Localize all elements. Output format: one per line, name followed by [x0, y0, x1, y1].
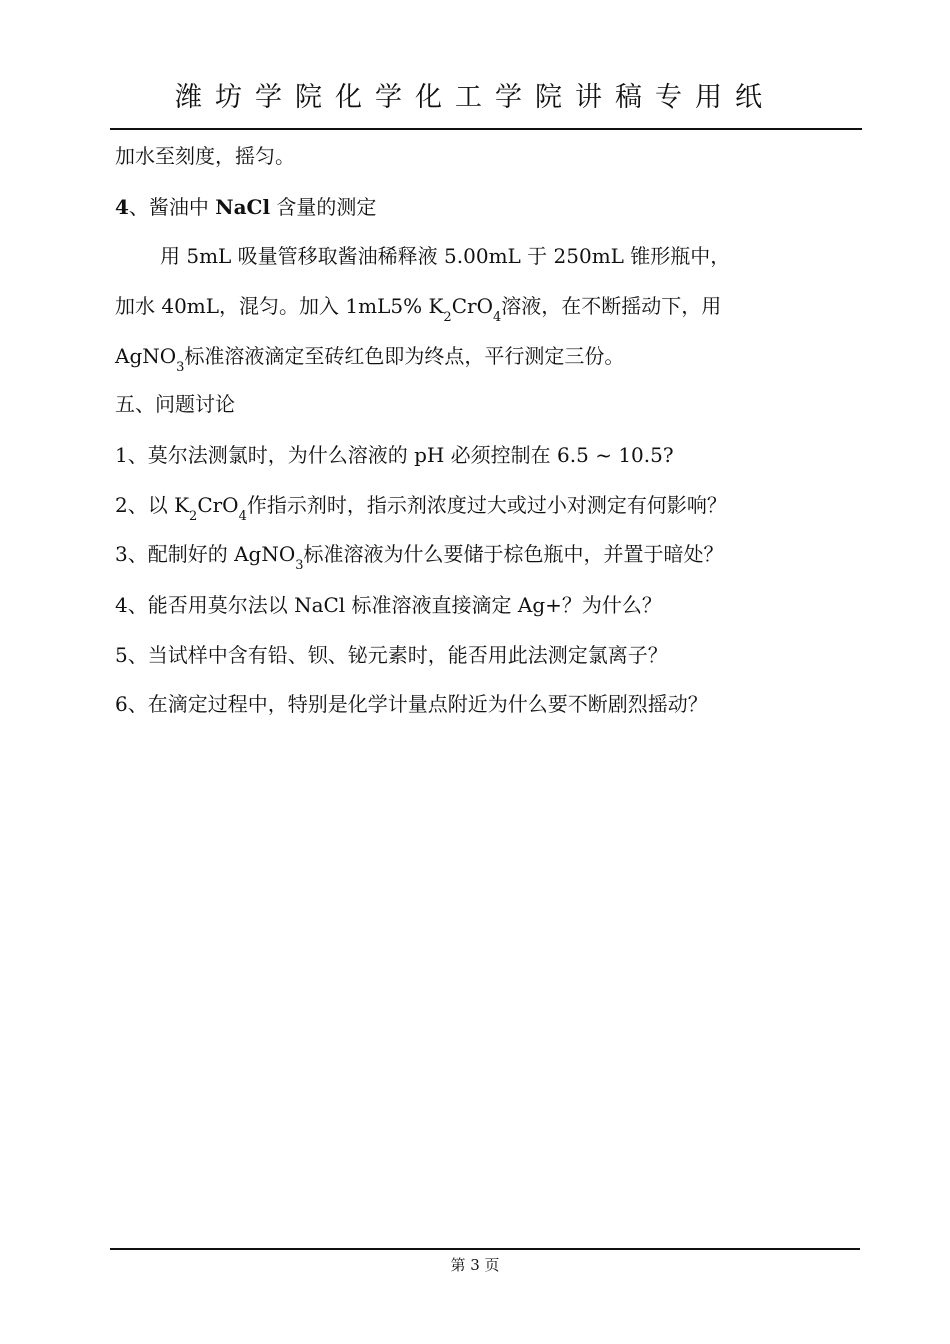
subscript-2: 2 [189, 509, 198, 524]
page-header-title: 潍坊学院化学化工学院讲稿专用纸 [175, 82, 775, 113]
question-2-b: CrO [197, 493, 239, 517]
header-divider [110, 128, 862, 130]
subscript-2: 2 [443, 310, 452, 325]
question-2 [115, 490, 727, 524]
subscript-4: 4 [492, 310, 502, 325]
question-3-b: 标准溶液为什么要储于棕色瓶中，并置于暗处？ [303, 542, 724, 566]
page-number: 第 3 页 [450, 1256, 500, 1274]
procedure-line-3 [115, 341, 625, 375]
question-3 [115, 539, 724, 573]
question-3-a: 3、配制好的 AgNO [115, 542, 296, 566]
procedure-line-2 [115, 291, 722, 325]
question-2-a: 2、以 K [115, 493, 190, 517]
question-5: 5、当试样中含有铅、钡、铋元素时，能否用此法测定氯离子？ [115, 643, 668, 667]
section-5-heading: 五、问题讨论 [115, 392, 235, 416]
section-4-separator: 、酱油中 [128, 195, 216, 219]
question-6: 6、在滴定过程中，特别是化学计量点附近为什么要不断剧烈摇动？ [115, 692, 708, 716]
procedure-line-2-b: CrO [451, 294, 493, 318]
question-2-c: 作指示剂时，指示剂浓度过大或过小对测定有何影响？ [246, 493, 727, 517]
section-4-bold-term: NaCl [215, 195, 271, 219]
procedure-line-3-a: AgNO [115, 344, 177, 368]
subscript-3: 3 [176, 360, 185, 375]
subscript-4: 4 [238, 509, 247, 524]
footer-divider [110, 1248, 860, 1250]
section-4-number: 4 [115, 195, 129, 219]
text-line-dilute: 加水至刻度，摇匀。 [115, 144, 295, 168]
question-1: 1、莫尔法测氯时，为什么溶液的 pH 必须控制在 6.5 ~ 10.5? [115, 443, 674, 467]
question-4: 4、能否用莫尔法以 NaCl 标准溶液直接滴定 Ag+？为什么？ [115, 593, 662, 617]
section-4-title-rest: 含量的测定 [270, 195, 377, 219]
section-4-heading [115, 192, 376, 222]
procedure-line-2-a: 加水 40mL，混匀。加入 1mL5% K [115, 294, 444, 318]
procedure-line-3-b: 标准溶液滴定至砖红色即为终点，平行测定三份。 [184, 344, 625, 368]
subscript-3: 3 [295, 558, 304, 573]
procedure-line-2-c: 溶液，在不断摇动下，用 [501, 294, 722, 318]
procedure-line-1: 用 5mL 吸量管移取酱油稀释液 5.00mL 于 250mL 锥形瓶中， [160, 244, 731, 268]
